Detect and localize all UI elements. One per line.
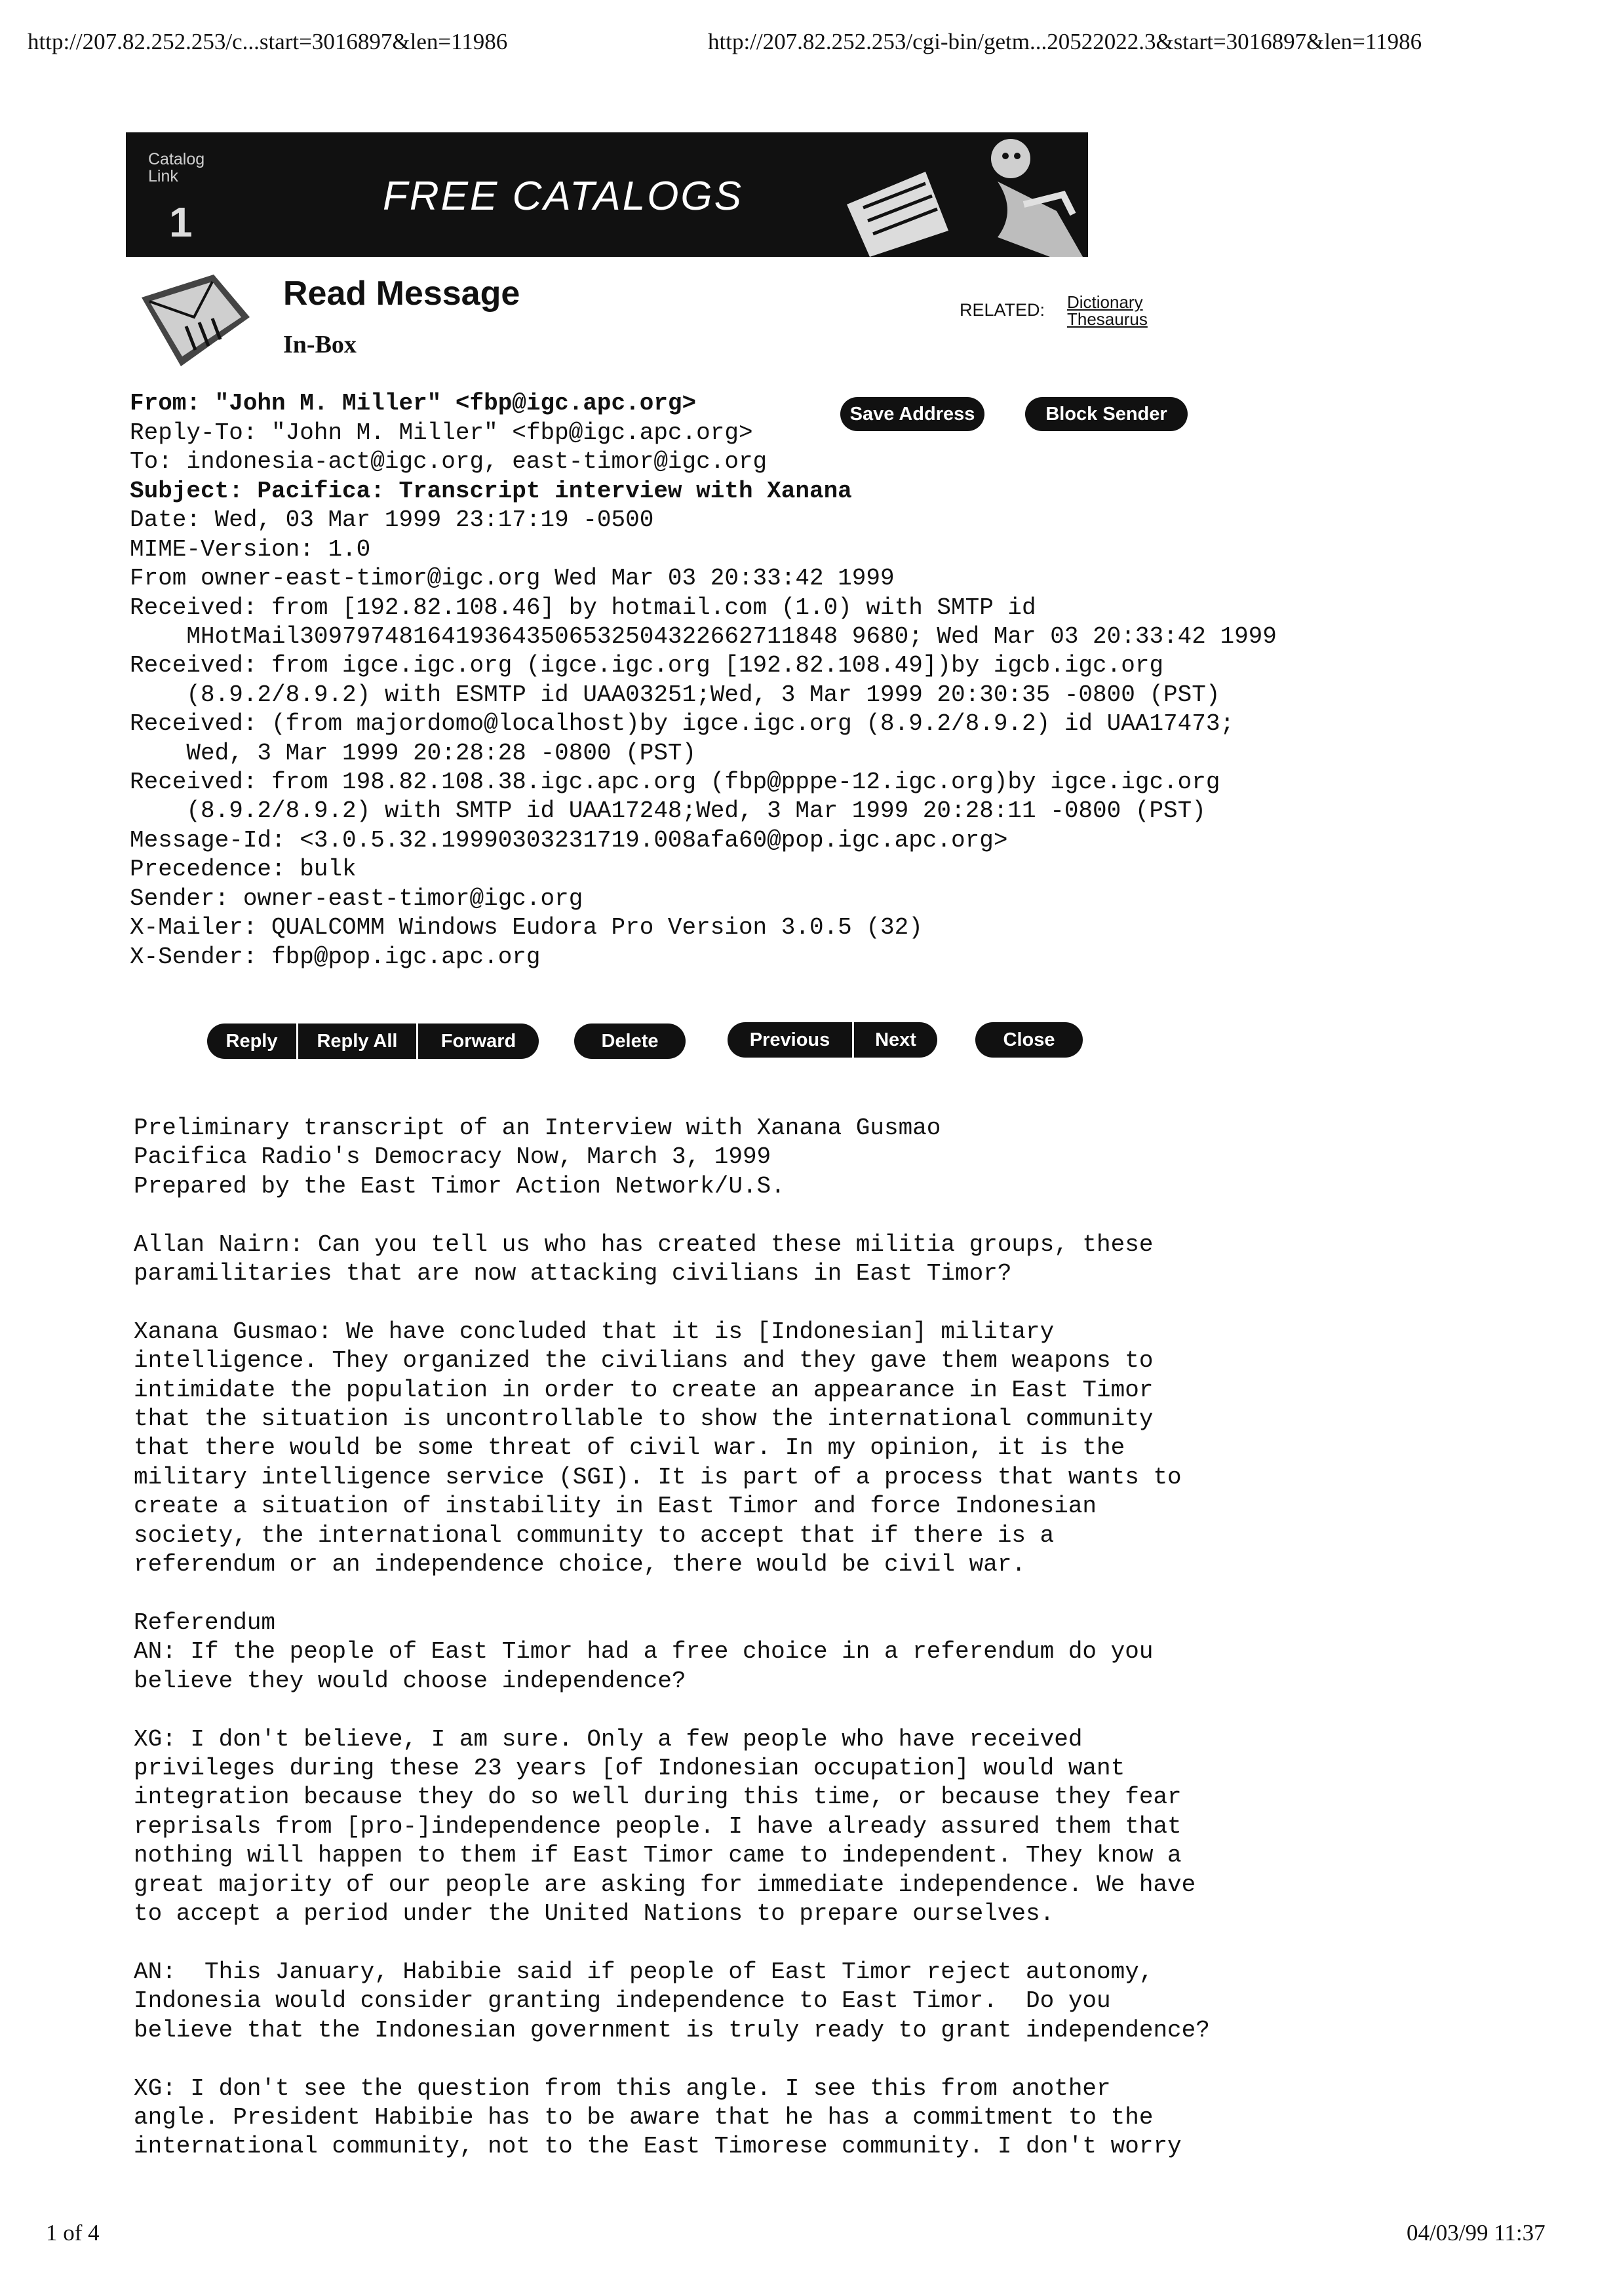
delete-button[interactable]: Delete [601,1031,659,1052]
save-address-button[interactable]: Save Address [840,397,984,431]
dictionary-link[interactable]: Dictionary [1067,292,1143,312]
page-title: Read Message [283,275,520,313]
header-precedence: Precedence: bulk [130,856,357,883]
body-line: integration because they do so well during this time, or because they fear [134,1784,1182,1810]
body-line: great majority of our people are asking for immediate independence. We have [134,1871,1196,1898]
body-line: XG: I don't believe, I am sure. Only a few people who have received [134,1726,1083,1753]
logo-line2: Link [148,167,178,185]
body-line: referendum or an independence choice, there would be civil war. [134,1551,1026,1578]
body-line: angle. President Habibie has to be aware that he has a commitment to the [134,2104,1154,2131]
next-button[interactable]: Next [875,1029,916,1050]
header-x-mailer: X-Mailer: QUALCOMM Windows Eudora Pro Version 3.0.5 (32) [130,914,923,941]
header-sender: Sender: owner-east-timor@igc.org [130,885,583,912]
body-line: paramilitaries that are now attacking civilians in East Timor? [134,1260,1012,1287]
related-links [1067,294,1148,328]
body-line: Indonesia would consider granting independence to East Timor. Do you [134,1987,1111,2014]
catalog-link-logo [148,151,204,185]
body-line: Referendum [134,1609,276,1636]
thesaurus-link[interactable]: Thesaurus [1067,309,1148,329]
print-timestamp: 04/03/99 11:37 [1407,2220,1546,2246]
navigation-button-group [728,1022,937,1058]
body-line: believe that the Indonesian government is truly ready to grant independence? [134,2017,1210,2044]
header-from: From: "John M. Miller" <fbp@igc.apc.org> [130,390,697,417]
header-date: Date: Wed, 03 Mar 1999 23:17:19 -0500 [130,507,654,533]
body-line: intelligence. They organized the civilians and they gave them weapons to [134,1347,1154,1374]
header-received: Received: from 198.82.108.38.igc.apc.org (fbp@pppe-12.igc.org)by igce.igc.org [130,769,1220,795]
body-line: privileges during these 23 years [of Indonesian occupation] would want [134,1755,1125,1782]
header-received-cont: MHotMail30979748164193643506532504322662711848 9680; Wed Mar 03 20:33:42 1999 [130,623,1277,650]
close-button-group [975,1022,1083,1058]
body-line: AN: If the people of East Timor had a free choice in a referendum do you [134,1638,1154,1665]
page-url-left: http://207.82.252.253/c...start=3016897&len=11986 [28,29,508,54]
reply-button[interactable]: Reply [207,1024,298,1059]
header-received-cont: Wed, 3 Mar 1999 20:28:28 -0800 (PST) [130,740,697,767]
free-catalogs-banner[interactable] [126,132,1088,257]
catalog-illustration-icon [834,132,1088,257]
body-line: that the situation is uncontrollable to show the international community [134,1406,1154,1432]
reply-all-button[interactable]: Reply All [298,1024,418,1059]
header-message-id: Message-Id: <3.0.5.32.19990303231719.008afa60@pop.igc.apc.org> [130,827,1008,854]
body-line: believe they would choose independence? [134,1668,686,1694]
body-line: XG: I don't see the question from this angle. I see this from another [134,2075,1111,2102]
header-x-sender: X-Sender: fbp@pop.igc.apc.org [130,944,541,970]
body-line: AN: This January, Habibie said if people of East Timor reject autonomy, [134,1959,1154,1985]
close-button[interactable]: Close [1003,1029,1055,1050]
header-received: Received: from [192.82.108.46] by hotmail.com (1.0) with SMTP id [130,594,1036,621]
banner-title: FREE CATALOGS [383,174,744,219]
header-received-cont: (8.9.2/8.9.2) with ESMTP id UAA03251;Wed, 3 Mar 1999 20:30:35 -0800 (PST) [130,681,1220,708]
body-line: Preliminary transcript of an Interview with Xanana Gusmao [134,1115,941,1141]
page-number: 1 of 4 [46,2220,100,2246]
body-line: to accept a period under the United Nations to prepare ourselves. [134,1900,1055,1927]
read-message-envelope-icon [135,271,253,370]
body-line: nothing will happen to them if East Timor came to independent. They know a [134,1842,1182,1869]
header-from-envelope: From owner-east-timor@igc.org Wed Mar 03 20:33:42 1999 [130,565,895,592]
reply-button-group [207,1024,539,1059]
logo-mark: 1 [169,199,193,246]
body-line: Allan Nairn: Can you tell us who has created these militia groups, these [134,1231,1154,1258]
body-line: military intelligence service (SGI). It is part of a process that wants to [134,1464,1182,1491]
header-mime: MIME-Version: 1.0 [130,536,371,563]
body-line: that there would be some threat of civil war. In my opinion, it is the [134,1434,1125,1461]
body-line: intimidate the population in order to create an appearance in East Timor [134,1377,1154,1404]
body-line: society, the international community to accept that if there is a [134,1522,1055,1549]
block-sender-button[interactable]: Block Sender [1025,397,1188,431]
body-line: Prepared by the East Timor Action Network/U.S. [134,1173,785,1200]
logo-line1: Catalog [148,150,205,168]
previous-button[interactable]: Previous [728,1022,854,1058]
forward-button[interactable]: Forward [440,1031,516,1052]
body-line: create a situation of instability in East Timor and force Indonesian [134,1493,1097,1520]
header-received: Received: (from majordomo@localhost)by igce.igc.org (8.9.2/8.9.2) id UAA17473; [130,710,1235,737]
header-reply-to: Reply-To: "John M. Miller" <fbp@igc.apc.org> [130,419,753,446]
body-line: international community, not to the East Timorese community. I don't worry [134,2133,1182,2160]
delete-button-group [574,1024,686,1059]
header-received-cont: (8.9.2/8.9.2) with SMTP id UAA17248;Wed, 3 Mar 1999 20:28:11 -0800 (PST) [130,797,1206,824]
header-to: To: indonesia-act@igc.org, east-timor@igc.org [130,448,768,475]
header-received: Received: from igce.igc.org (igce.igc.org [192.82.108.49])by igcb.igc.org [130,652,1164,679]
body-line: Xanana Gusmao: We have concluded that it is [Indonesian] military [134,1318,1055,1345]
body-line: Pacifica Radio's Democracy Now, March 3, 1999 [134,1143,771,1170]
page-url-right: http://207.82.252.253/cgi-bin/getm...20522022.3&start=3016897&len=11986 [708,29,1422,54]
body-line: reprisals from [pro-]independence people. I have already assured them that [134,1813,1182,1840]
header-subject: Subject: Pacifica: Transcript interview with Xanana [130,478,852,505]
related-label: RELATED: [960,300,1045,320]
folder-label: In-Box [283,331,357,358]
